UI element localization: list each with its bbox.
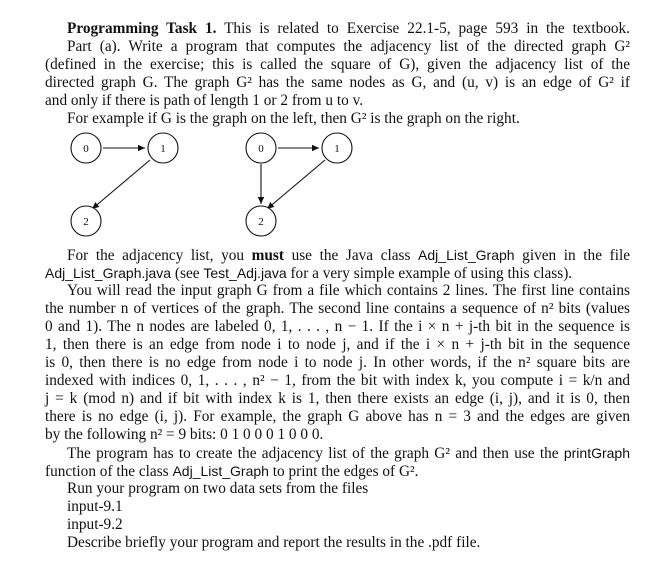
para4-line2 bbox=[45, 462, 630, 481]
para2-text: For the adjacency list, you bbox=[67, 247, 252, 264]
para4-line1 bbox=[67, 444, 630, 463]
para4-text: to print the edges of G². bbox=[268, 463, 419, 480]
input-file-1: input-9.1 bbox=[67, 498, 123, 515]
para1-line2: (defined in the exercise; this is called the square of G), given the adjacency list of the bbox=[45, 56, 630, 73]
input-file-2: input-9.2 bbox=[67, 516, 123, 533]
para2-text: use the Java class bbox=[283, 247, 419, 264]
para2-line2 bbox=[45, 264, 630, 283]
node-g-0-label: 0 bbox=[83, 143, 89, 155]
para3-line2: the number n of vertices of the graph. The second line contains a sequence of n² bits (values bbox=[45, 300, 630, 317]
edge-g-1-2 bbox=[92, 160, 150, 209]
node-g2-1-label: 1 bbox=[334, 143, 340, 155]
para3-line3: 0 and 1). The n nodes are labeled 0, 1, . . . , n − 1. If the i × n + j-th bit in the sequence is bbox=[45, 318, 630, 335]
node-g-1-label: 1 bbox=[160, 143, 166, 155]
para1-line5: For example if G is the graph on the left, then G² is the graph on the right. bbox=[67, 110, 520, 127]
para3-line7: j = k (mod n) and if bit with index k is 1, then there exists an edge (i, j), and it is 0, then bbox=[45, 390, 630, 407]
method-name: printGraph bbox=[563, 445, 630, 461]
task-heading: Programming Task 1. bbox=[67, 20, 217, 37]
task-intro: This is related to Exercise 22.1-5, page 593 in the textbook. bbox=[216, 20, 630, 37]
node-g-2-label: 2 bbox=[83, 216, 89, 228]
para2-text: for a very simple example of using this class). bbox=[286, 265, 573, 282]
file-name: Test_Adj.java bbox=[203, 265, 287, 281]
edge-g2-1-2 bbox=[267, 160, 325, 209]
class-name: Adj_List_Graph bbox=[418, 247, 515, 263]
para2-text: given in the file bbox=[514, 247, 630, 264]
para5-line1: Run your program on two data sets from the files bbox=[67, 480, 369, 497]
graph-g bbox=[71, 133, 178, 236]
para1-line4: and only if there is path of length 1 or 2 from u to v. bbox=[45, 92, 364, 109]
para2-must: must bbox=[251, 247, 284, 264]
para2-line1 bbox=[67, 246, 630, 265]
graph-g-squared bbox=[246, 133, 352, 236]
node-g2-0-label: 0 bbox=[258, 143, 264, 155]
para3-line6: indexed with indices 0, 1, . . . , n² − 1, from the bit with index k, you compute i = k/n and bbox=[45, 372, 630, 389]
para3-line4: 1, then there is an edge from node i to node j, and if the i × n + j-th bit in the sequence bbox=[45, 336, 630, 353]
node-g2-2-label: 2 bbox=[258, 216, 264, 228]
para2-text: (see bbox=[171, 265, 204, 282]
para3-line9: by the following n² = 9 bits: 0 1 0 0 0 1 0 0 0. bbox=[45, 426, 324, 443]
para3-line1: You will read the input graph G from a file which contains 2 lines. The first line contains bbox=[67, 282, 630, 299]
para3-line8: there is no edge (i, j). For example, the graph G above has n = 3 and the edges are given bbox=[45, 408, 630, 425]
para4-text: The program has to create the adjacency list of the graph G² and then use the bbox=[67, 445, 564, 462]
para5-line4: Describe briefly your program and report the results in the .pdf file. bbox=[67, 534, 481, 551]
para3-line5: is 0, then there is no edge from node i to node j. In other words, if the n² square bits are bbox=[45, 354, 630, 371]
para1-line1: Part (a). Write a program that computes the adjacency list of the directed graph G² bbox=[67, 38, 630, 55]
para4-text: function of the class bbox=[45, 463, 173, 480]
file-name: Adj_List_Graph.java bbox=[45, 265, 172, 281]
class-name: Adj_List_Graph bbox=[172, 463, 269, 479]
para1-line3: directed graph G. The graph G² has the same nodes as G, and (u, v) is an edge of G² if bbox=[45, 74, 630, 91]
